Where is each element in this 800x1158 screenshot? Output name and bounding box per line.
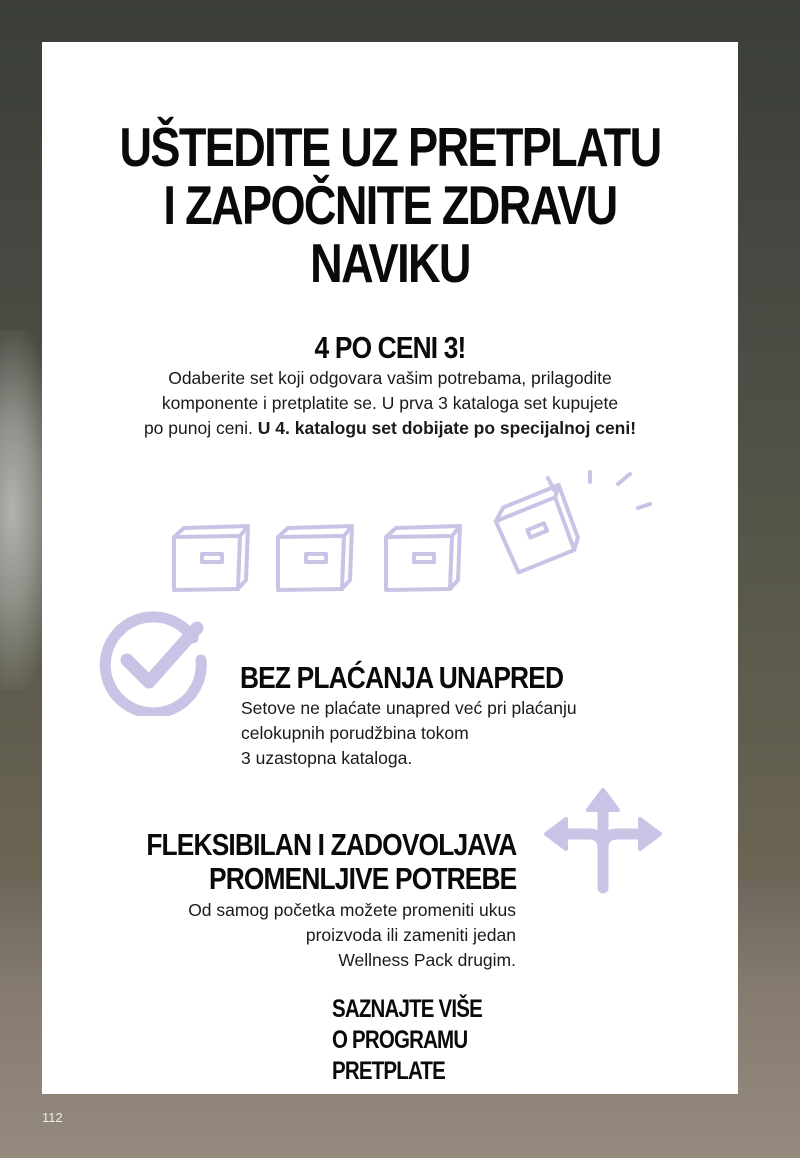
- no-prepayment-line-3: 3 uzastopna kataloga.: [241, 748, 413, 768]
- no-prepayment-line-2: celokupnih porudžbina tokom: [241, 723, 469, 743]
- box-4-open: [492, 485, 583, 573]
- offer-line-3-bold: U 4. katalogu set dobijate po specijalnoj ceni!: [257, 418, 637, 438]
- flexible-line-2: proizvoda ili zameniti jedan: [305, 925, 516, 945]
- no-prepayment-line-1: Setove ne plaćate unapred već pri plaćanju: [241, 698, 577, 718]
- title-line-2: I ZAPOČNITE ZDRAVU: [163, 174, 617, 236]
- cta-line-1: SAZNAJTE VIŠE: [332, 995, 482, 1023]
- flexible-line-1: Od samog početka možete promeniti ukus: [188, 900, 516, 920]
- offer-line-3-regular: po punoj ceni.: [143, 418, 258, 438]
- offer-description: [42, 366, 738, 441]
- box-3: [386, 526, 460, 590]
- split-arrows-icon: [544, 788, 662, 894]
- cta-line-3: PRETPLATE: [332, 1057, 445, 1085]
- title-line-3: NAVIKU: [310, 232, 470, 294]
- cta-line-2: O PROGRAMU: [332, 1026, 468, 1054]
- box-2: [278, 526, 352, 590]
- page-title: [105, 118, 676, 292]
- flexible-line-3: Wellness Pack drugim.: [338, 950, 516, 970]
- promo-card: [42, 42, 738, 1094]
- no-prepayment-title: BEZ PLAĆANJA UNAPRED: [240, 660, 564, 695]
- title-line-1: UŠTEDITE UZ PRETPLATU: [119, 116, 661, 178]
- offer-line-2: komponente i pretplatite se. U prva 3 kataloga set kupujete: [161, 393, 619, 413]
- box-1: [174, 526, 248, 590]
- flexible-description: [116, 898, 516, 973]
- no-prepayment-description: [241, 696, 661, 771]
- page-number: 112: [42, 1110, 63, 1125]
- offer-title: 4 PO CENI 3!: [314, 330, 466, 365]
- flexible-title-line-2: PROMENLJIVE POTREBE: [208, 861, 516, 896]
- offer-line-3: [42, 416, 738, 441]
- package-box-icon: [162, 462, 682, 602]
- flexible-title: [146, 828, 516, 896]
- offer-line-1: Odaberite set koji odgovara vašim potrebama, prilagodite: [168, 368, 612, 388]
- learn-more-cta[interactable]: [332, 994, 482, 1087]
- flexible-title-line-1: FLEKSIBILAN I ZADOVOLJAVA: [145, 827, 516, 862]
- checkmark-circle-icon: [97, 604, 209, 716]
